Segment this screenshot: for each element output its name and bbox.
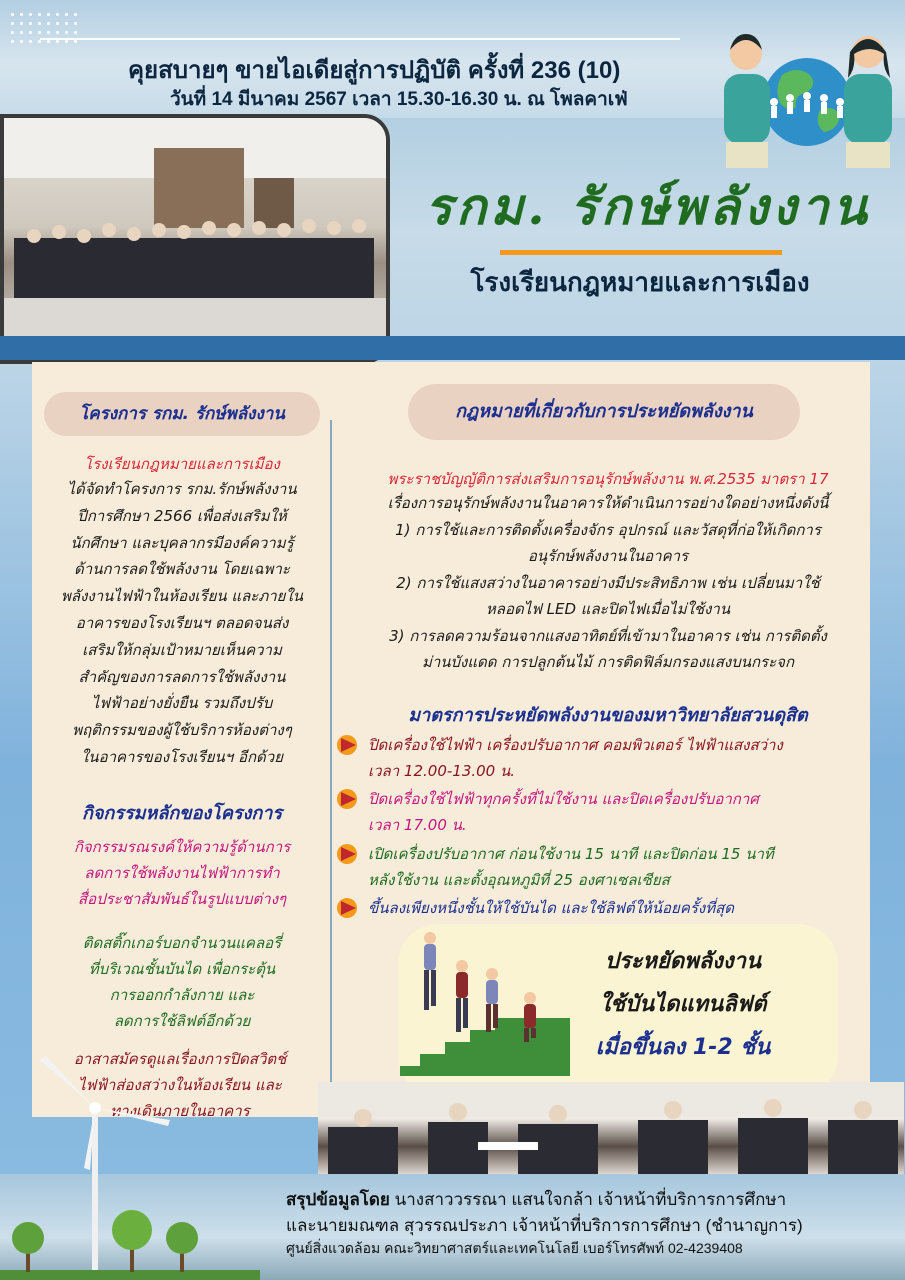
activity-line: ที่บริเวณชั้นบันได เพื่อกระตุ้น — [88, 960, 276, 978]
orange-divider — [500, 250, 782, 255]
blue-strip — [0, 336, 905, 360]
activity-line: สื่อประชาสัมพันธ์ในรูปแบบต่างๆ — [77, 890, 287, 908]
footer-credit-line-1 — [286, 1186, 886, 1213]
stairs-slogan — [588, 940, 778, 1069]
law-line: หลอดไฟ LED และปิดไฟเมื่อไม่ใช้งาน — [485, 600, 731, 618]
measure-line: ปิดเครื่องใช้ไฟฟ้าทุกครั้งที่ไม่ใช้งาน และปิดเครื่องปรับอากาศ — [368, 790, 759, 808]
law-title: พระราชบัญญัติการส่งเสริมการอนุรักษ์พลังงาน พ.ศ.2535 มาตรา 17 — [387, 470, 829, 488]
measure-line: เวลา 17.00 น. — [368, 816, 467, 834]
measure-line: ขึ้นลงเพียงหนึ่งชั้นให้ใช้บันได และใช้ลิฟต์ให้น้อยครั้งที่สุด — [368, 899, 735, 917]
arrow-bullet-icon — [336, 843, 360, 865]
law-line: อนุรักษ์พลังงานในอาคาร — [527, 547, 689, 565]
slogan-heading: รกม. รักษ์พลังงาน — [425, 177, 871, 236]
header-rule — [40, 38, 680, 40]
measure-line: เวลา 12.00-13.00 น. — [368, 762, 516, 780]
group-photo — [0, 114, 390, 364]
activity-line: ทางเดินภายในอาคาร — [110, 1102, 250, 1120]
project-heading: โครงการ รกม. รักษ์พลังงาน — [44, 392, 320, 436]
activity-line: ไฟฟ้าส่องสว่างในห้องเรียน และ — [78, 1076, 282, 1094]
activity-campaign — [40, 834, 324, 912]
footer-credit-line-2: และนายมณฑล สุวรรณประภา เจ้าหน้าที่บริการการศึกษา (ชำนาญการ) — [286, 1216, 803, 1235]
intro-line: เสริมให้กลุ่มเป้าหมายเห็นความ — [82, 640, 282, 659]
measure-line: ปิดเครื่องใช้ไฟฟ้า เครื่องปรับอากาศ คอมพิวเตอร์ ไฟฟ้าแสงสว่าง — [368, 736, 783, 754]
law-heading: กฎหมายที่เกี่ยวกับการประหยัดพลังงาน — [408, 384, 800, 440]
intro-line: ได้จัดทำโครงการ รกม.รักษ์พลังงาน — [67, 480, 297, 498]
law-line: 1) การใช้และการติดตั้งเครื่องจักร อุปกรณ์ และวัสดุที่ก่อให้เกิดการ — [395, 520, 821, 539]
law-line: เรื่องการอนุรักษ์พลังงานในอาคารให้ดำเนินการอย่างใดอย่างหนึ่งดังนี้ — [387, 494, 829, 512]
measures-heading: มาตรการประหยัดพลังงานของมหาวิทยาลัยสวนดุสิต — [408, 705, 808, 726]
event-title: คุยสบายๆ ขายไอเดียสู่การปฏิบัติ ครั้งที่ 236 (10) — [128, 57, 621, 84]
intro-line: ไฟฟ้าอย่างยั่งยืน รวมถึงปรับ — [91, 694, 273, 713]
activity-stickers — [40, 930, 324, 1034]
intro-line: นักศึกษา และบุคลากรมีองค์ความรู้ — [70, 533, 294, 552]
school-name: โรงเรียนกฎหมายและการเมือง — [470, 267, 810, 297]
event-date: วันที่ 14 มีนาคม 2567 เวลา 15.30-16.30 น. ณ โพลคาเฟ่ — [170, 89, 628, 110]
activity-line: การออกกำลังกาย และ — [109, 986, 255, 1004]
intro-line: พฤติกรรมของผู้ใช้บริการห้องต่างๆ — [72, 721, 292, 740]
arrow-bullet-icon — [336, 897, 360, 919]
law-line: 3) การลดความร้อนจากแสงอาทิตย์ที่เข้ามาในอาคาร เช่น การติดตั้ง — [389, 626, 827, 645]
intro-paragraph — [36, 476, 328, 771]
activities-heading: กิจกรรมหลักของโครงการ — [81, 803, 283, 824]
measure-line: เปิดเครื่องปรับอากาศ ก่อนใช้งาน 15 นาที และปิดก่อน 15 นาที — [368, 845, 774, 863]
measure-line: หลังใช้งาน และตั้งอุณหภูมิที่ 25 องศาเซลเซียส — [368, 871, 670, 889]
mascots-earth-illustration — [712, 30, 902, 170]
activity-line: ลดการใช้ลิฟต์อีกด้วย — [113, 1012, 251, 1030]
activity-line: อาสาสมัครดูแลเรื่องการปิดสวิตช์ — [73, 1050, 287, 1068]
law-line: ม่านบังแดด การปลูกต้นไม้ การติดฟิล์มกรองแสงบนกระจก — [421, 653, 795, 671]
intro-line: อาคารของโรงเรียนฯ ตลอดจนส่ง — [75, 613, 289, 632]
intro-school-name: โรงเรียนกฎหมายและการเมือง — [84, 455, 280, 473]
column-divider — [330, 420, 332, 1100]
intro-line: ในอาคารของโรงเรียนฯ อีกด้วย — [80, 747, 283, 766]
activity-line: ลดการใช้พลังงานไฟฟ้าการทำ — [84, 864, 280, 882]
activity-line: กิจกรรมรณรงค์ให้ความรู้ด้านการ — [73, 838, 291, 856]
law-body — [340, 490, 876, 676]
intro-line: สำคัญของการลดการใช้พลังงาน — [78, 667, 286, 686]
trees-icon — [0, 1200, 260, 1280]
summary-label: สรุปข้อมูลโดย — [286, 1190, 390, 1209]
stairs-slogan-line: เมื่อขึ้นลง 1-2 ชั้น — [595, 1035, 771, 1060]
arrow-bullet-icon — [336, 734, 360, 756]
credit-name-1: นางสาววรรณา แสนใจกล้า เจ้าหน้าที่บริการการศึกษา — [389, 1190, 787, 1209]
law-line: 2) การใช้แสงสว่างในอาคารอย่างมีประสิทธิภาพ เช่น เปลี่ยนมาใช้ — [396, 573, 820, 592]
stairs-slogan-line: ใช้บันไดแทนลิฟต์ — [599, 992, 767, 1017]
intro-line: ด้านการลดใช้พลังงาน โดยเฉพาะ — [74, 560, 290, 579]
stairs-people-illustration — [400, 926, 590, 1086]
meeting-photo — [318, 1082, 904, 1174]
intro-line: ปีการศึกษา 2566 เพื่อส่งเสริมให้ — [77, 506, 287, 525]
footer-contact-line: ศูนย์สิ่งแวดล้อม คณะวิทยาศาสตร์และเทคโนโลยี เบอร์โทรศัพท์ 02-4239408 — [286, 1240, 743, 1256]
activity-line: ติดสติ๊กเกอร์บอกจำนวนแคลอรี่ — [82, 934, 282, 952]
arrow-bullet-icon — [336, 788, 360, 810]
intro-line: พลังงานไฟฟ้าในห้องเรียน และภายใน — [61, 587, 303, 606]
stairs-slogan-line: ประหยัดพลังงาน — [604, 949, 762, 974]
